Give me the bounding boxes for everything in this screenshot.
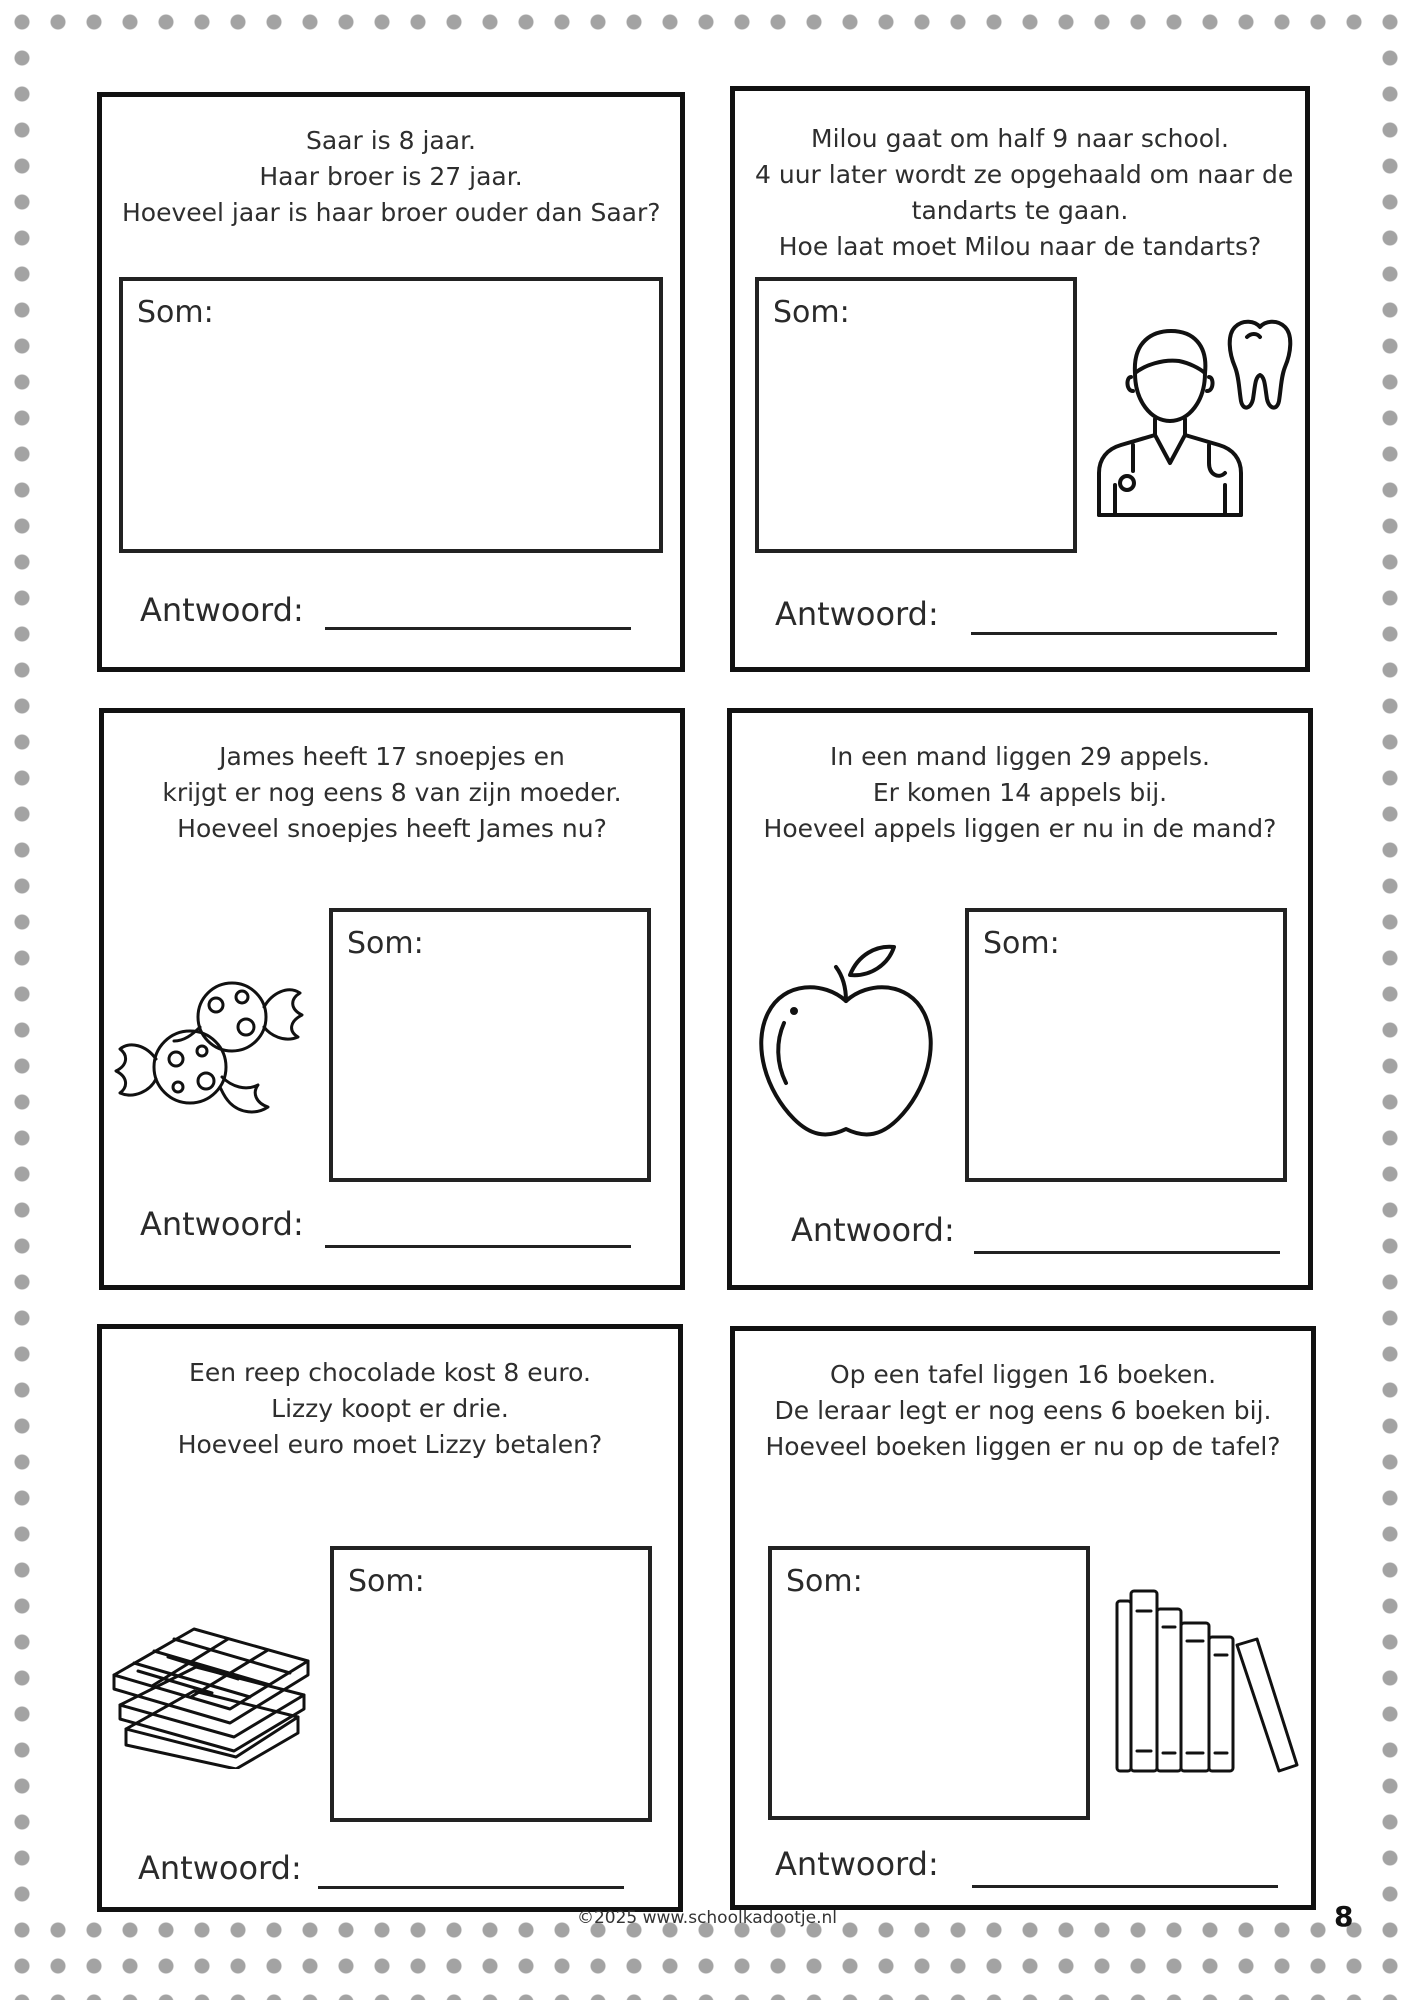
question-line: krijgt er nog eens 8 van zijn moeder. — [162, 778, 622, 807]
question-line: Een reep chocolade kost 8 euro. — [189, 1358, 591, 1387]
som-label: Som: — [347, 926, 424, 961]
som-box[interactable] — [755, 277, 1077, 553]
som-label: Som: — [786, 1564, 863, 1599]
question-line: 4 uur later wordt ze opgehaald om naar de — [755, 160, 1294, 189]
answer-label: Antwoord: — [775, 595, 939, 633]
question-line: Hoeveel boeken liggen er nu op de tafel? — [765, 1432, 1281, 1461]
som-box[interactable] — [768, 1546, 1090, 1820]
tooth-icon — [1225, 315, 1295, 415]
answer-label: Antwoord: — [140, 591, 304, 629]
answer-line[interactable] — [325, 1245, 631, 1248]
question-line: Hoeveel appels liggen er nu in de mand? — [763, 814, 1277, 843]
question-line: Er komen 14 appels bij. — [872, 778, 1168, 807]
som-label: Som: — [773, 295, 850, 330]
answer-line[interactable] — [972, 1885, 1278, 1888]
question-line: Milou gaat om half 9 naar school. — [811, 124, 1229, 153]
question-line: Hoeveel snoepjes heeft James nu? — [177, 814, 607, 843]
question-text — [124, 739, 660, 847]
question-line: Op een tafel liggen 16 boeken. — [829, 1360, 1217, 1389]
question-line: De leraar legt er nog eens 6 boeken bij. — [774, 1396, 1272, 1425]
som-label: Som: — [137, 295, 214, 330]
chocolate-bars-icon — [108, 1609, 318, 1769]
answer-label: Antwoord: — [138, 1849, 302, 1887]
problem-card-3 — [99, 708, 685, 1290]
question-line: tandarts te gaan. — [911, 196, 1129, 225]
question-text — [755, 121, 1294, 265]
question-line: Hoe laat moet Milou naar de tandarts? — [778, 232, 1262, 261]
som-box[interactable] — [330, 1546, 652, 1822]
som-box[interactable] — [119, 277, 663, 553]
som-box[interactable] — [329, 908, 651, 1182]
candy-icon — [112, 975, 322, 1125]
problem-card-6 — [730, 1326, 1316, 1910]
question-line: Haar broer is 27 jaar. — [259, 162, 523, 191]
problem-card-5 — [97, 1324, 683, 1912]
question-text — [122, 1355, 658, 1463]
answer-label: Antwoord: — [791, 1211, 955, 1249]
problem-card-1 — [97, 92, 685, 672]
som-label: Som: — [983, 926, 1060, 961]
question-line: James heeft 17 snoepjes en — [219, 742, 565, 771]
answer-line[interactable] — [325, 627, 631, 630]
problem-card-2 — [730, 86, 1310, 672]
apple-icon — [754, 941, 940, 1151]
question-line: Saar is 8 jaar. — [305, 126, 477, 155]
copyright-footer: ©2025 www.schoolkadootje.nl — [576, 1908, 838, 1928]
answer-line[interactable] — [974, 1251, 1280, 1254]
question-text — [122, 123, 660, 231]
problem-card-4 — [727, 708, 1313, 1290]
som-label: Som: — [348, 1564, 425, 1599]
question-line: Lizzy koopt er drie. — [271, 1394, 509, 1423]
question-line: Hoeveel euro moet Lizzy betalen? — [177, 1430, 603, 1459]
question-text — [752, 739, 1288, 847]
answer-line[interactable] — [318, 1886, 624, 1889]
page-number: 8 — [1334, 1900, 1354, 1933]
question-line: Hoeveel jaar is haar broer ouder dan Saar? — [122, 198, 661, 227]
answer-line[interactable] — [971, 632, 1277, 635]
som-box[interactable] — [965, 908, 1287, 1182]
answer-label: Antwoord: — [140, 1205, 304, 1243]
answer-label: Antwoord: — [775, 1845, 939, 1883]
question-text — [755, 1357, 1291, 1465]
books-icon — [1113, 1587, 1303, 1777]
question-line: In een mand liggen 29 appels. — [830, 742, 1210, 771]
